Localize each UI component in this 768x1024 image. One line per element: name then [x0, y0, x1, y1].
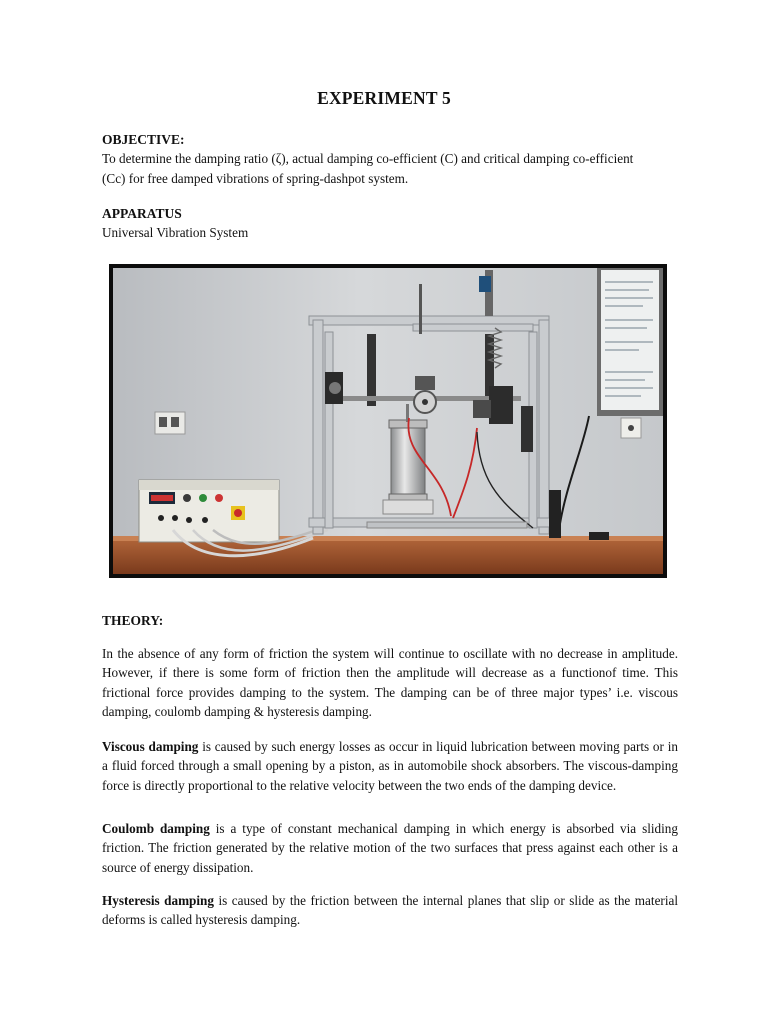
viscous-damping-term: Viscous damping: [102, 739, 199, 754]
coulomb-damping-term: Coulomb damping: [102, 821, 210, 836]
theory-intro-paragraph: In the absence of any form of friction the system will continue to oscillate with no decrease in amplitude. However, if there is some form of friction then the amplitude will decrease as a functionof time. This frictional force provides damping to the system. The damping can be of three major types’ i.e. viscous damping, coulomb damping & hysteresis damping.: [102, 646, 678, 719]
hysteresis-damping-term: Hysteresis damping: [102, 893, 214, 908]
objective-line-1: To determine the damping ratio (ζ), actual damping co-efficient (C) and critical damping co-efficient: [102, 151, 634, 166]
theory-heading: THEORY:: [102, 613, 164, 628]
hysteresis-damping-paragraph: [102, 891, 678, 930]
universal-vibration-system-photo: [113, 268, 663, 574]
apparatus-text: Universal Vibration System: [102, 225, 249, 240]
viscous-damping-paragraph: [102, 737, 678, 795]
objective-line-2: (Cc) for free damped vibrations of spring-dashpot system.: [102, 171, 409, 186]
hysteresis-damping-text: is caused by the friction between the internal planes that slip or slide as the material deforms is called hysteresis damping.: [102, 893, 678, 928]
viscous-damping-text: is caused by such energy losses as occur in liquid lubrication between moving parts or in a fluid forced through a small opening by a piston, as in automobile shock absorbers. The viscous-damping force is directly proportional to the relative velocity between the two ends of the damping device.: [102, 739, 678, 793]
apparatus-photo: [109, 264, 667, 578]
apparatus-heading: APPARATUS: [102, 206, 182, 221]
coulomb-damping-text: is a type of constant mechanical damping in which energy is absorbed via sliding friction. The friction generated by the relative motion of the two surfaces that press against each other is a source of energy dissipation.: [102, 821, 678, 875]
objective-heading: OBJECTIVE:: [102, 132, 185, 147]
page-title: EXPERIMENT 5: [317, 88, 451, 108]
coulomb-damping-paragraph: [102, 819, 678, 877]
